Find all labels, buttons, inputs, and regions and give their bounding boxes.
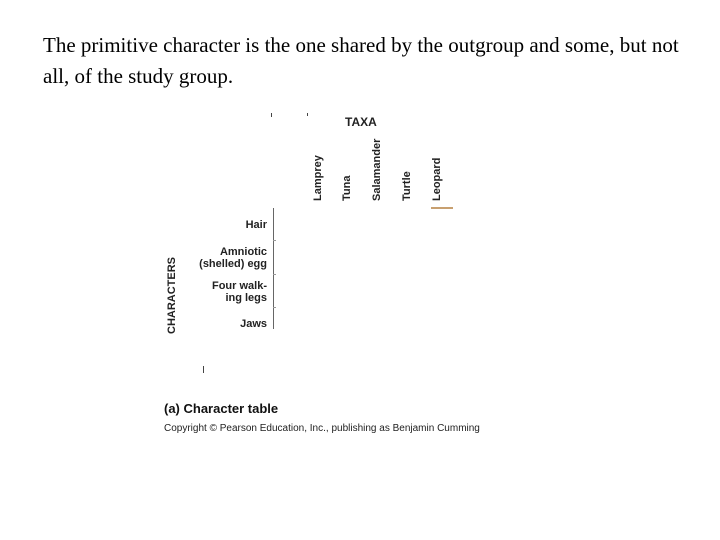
artifact-mark xyxy=(307,113,308,116)
taxon-lamprey: Lamprey xyxy=(312,155,324,201)
taxon-leopard: Leopard xyxy=(431,157,443,201)
slide-body-text: The primitive character is the one shared by the outgroup and some, but not all, of the study group. xyxy=(43,33,679,88)
row-divider xyxy=(273,274,276,275)
copyright-notice: Copyright © Pearson Education, Inc., publishing as Benjamin Cumming xyxy=(164,423,480,434)
taxon-turtle: Turtle xyxy=(401,171,413,201)
character-amniotic-egg: Amniotic (shelled) egg xyxy=(199,246,267,270)
row-axis-line xyxy=(273,208,274,329)
characters-heading: CHARACTERS xyxy=(166,257,178,334)
column-rule xyxy=(431,207,453,209)
taxa-heading: TAXA xyxy=(345,115,377,129)
taxon-salamander: Salamander xyxy=(371,138,383,201)
row-divider xyxy=(273,307,276,308)
artifact-mark xyxy=(203,366,204,373)
character-four-walking-legs: Four walk- ing legs xyxy=(211,280,267,304)
character-hair: Hair xyxy=(245,219,267,231)
character-jaws: Jaws xyxy=(240,318,267,330)
taxon-tuna: Tuna xyxy=(341,175,353,201)
artifact-mark xyxy=(271,113,272,117)
row-divider xyxy=(273,240,276,241)
figure-caption: (a) Character table xyxy=(164,401,279,416)
